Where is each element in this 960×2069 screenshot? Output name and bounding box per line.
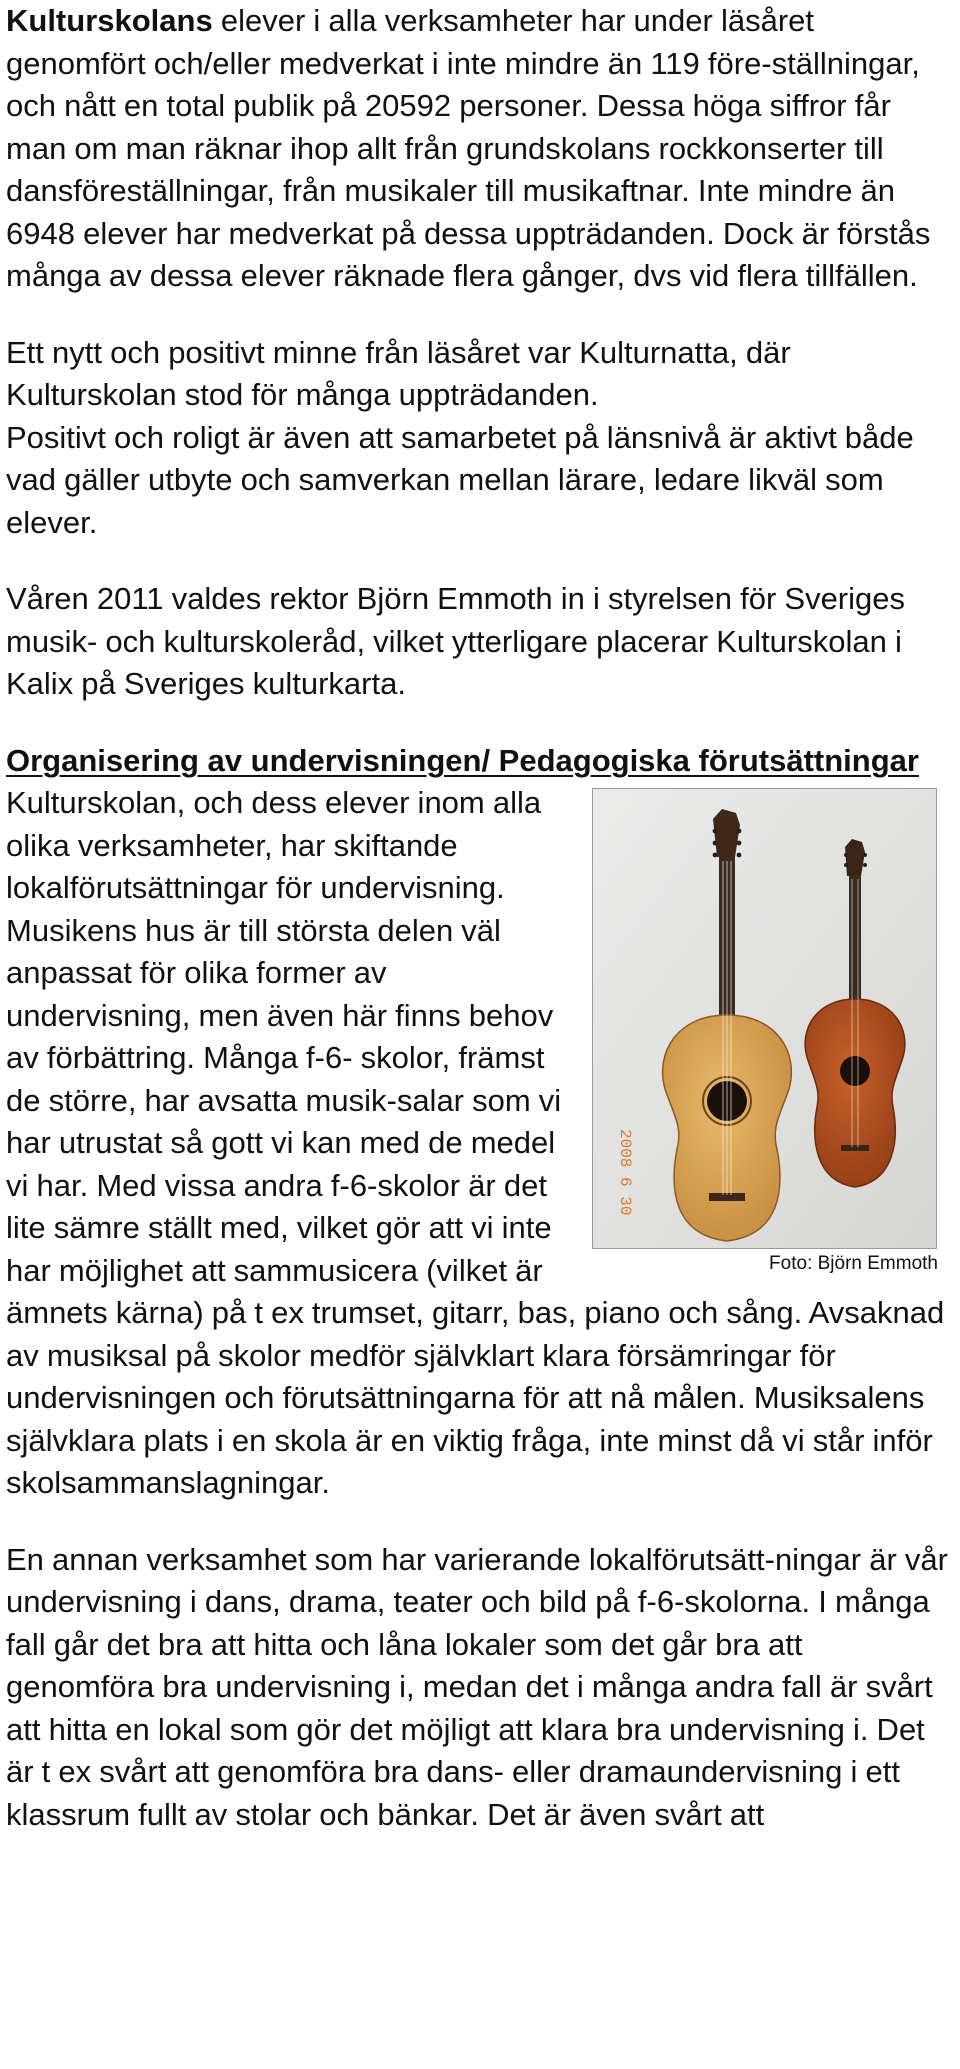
dance-drama-paragraph: En annan verksamhet som har varierande lokalförutsätt-ningar är vår undervisning i dans, drama, teater och bild på f-6-skolorna. I många fall går det bra att hitta och låna lokaler som det går bra att genomföra bra undervisning i, medan det i många andra fall är svårt att hitta en lokal som gör det möjligt att klara bra undervisning i. Det är t ex svårt att genomföra bra dans- eller dramaundervisning i ett klassrum fullt av stolar och bänkar. Det är även svårt att (6, 1541, 948, 1832)
document-page (6, 0, 956, 1836)
section-body-block (6, 782, 956, 1505)
board-paragraph: Våren 2011 valdes rektor Björn Emmoth in i styrelsen för Sveriges musik- och kulturskoleråd, vilket ytterligare placerar Kulturskolan i Kalix på Sveriges kulturkarta. (6, 581, 905, 701)
intro-paragraph (6, 0, 956, 298)
collaboration-paragraph: Positivt och roligt är även att samarbetet på länsnivå är aktivt både vad gäller utbyte och samverkan mellan lärare, ledare likväl som elever. (6, 419, 914, 540)
guitar-figure (592, 788, 942, 1275)
intro-lead: Kulturskolans (6, 3, 213, 38)
guitar-photo (592, 788, 937, 1249)
section-body: Kulturskolan, och dess elever inom alla olika verksamheter, har skiftande lokalförutsättningar för undervisning. Musikens hus är till största delen väl anpassat för olika former av undervisning, men även här finns behov av förbättring. Många f-6- skolor, främst de större, har avsatta musik-salar som vi har utrustat så gott vi kan med de medel vi har. Med vissa andra f-6-skolor är det lite sämre ställt med, vilket gör att vi inte har möjlighet att sammusicera (vilket är ämnets kärna) på t ex trumset, gitarr, bas, piano och sång. Avsaknad av musiksal på skolor medför självklart klara försämringar för undervisningen och förutsättningarna för att nå målen. Musiksalens självklara plats i en skola är en viktig fråga, inte minst då vi står inför skolsammanslagningar. (6, 785, 945, 1500)
kulturnatta-paragraph: Ett nytt och positivt minne från läsåret var Kulturnatta, där Kulturskolan stod för många uppträdanden. (6, 334, 791, 412)
photo-date-stamp: 2008 6 30 (616, 1129, 634, 1216)
section-heading: Organisering av undervisningen/ Pedagogiska förutsättningar (6, 742, 919, 778)
intro-text: elever i alla verksamheter har under läsåret genomfört och/eller medverkat i inte mindre än 119 före-ställningar, och nått en total publik på 20592 personer. Dessa höga siffror får man om man räknar ihop allt från grundskolans rockkonserter till dansföreställningar, från musikaler till musikaftnar. Inte mindre än 6948 elever har medverkat på dessa uppträdanden. Dock är förstås många av dessa elever räknade flera gånger, dvs vid flera tillfällen. (6, 3, 931, 293)
photo-caption: Foto: Björn Emmoth (769, 1253, 938, 1274)
